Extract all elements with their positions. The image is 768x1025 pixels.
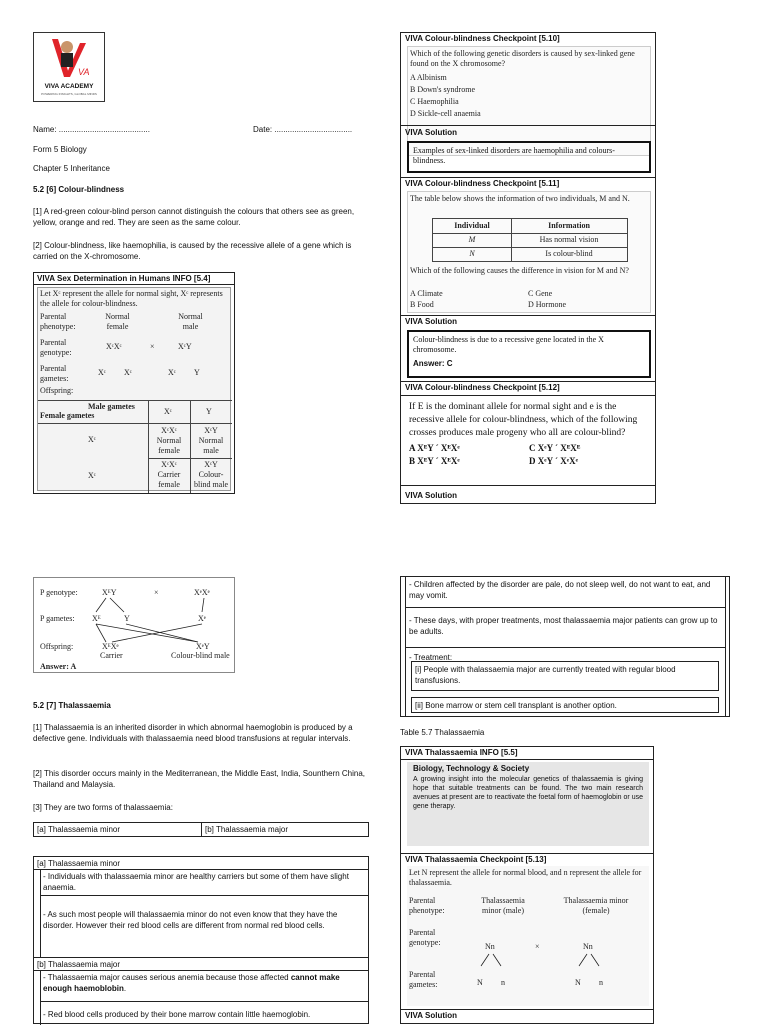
gamete: Xᶜ bbox=[98, 368, 106, 377]
gamete: Xᶜ bbox=[124, 368, 132, 377]
cross-symbol: × bbox=[154, 588, 159, 597]
info-heading: Biology, Technology & Society bbox=[413, 764, 530, 773]
option: A XᴱY ´ XᴱXᵉ bbox=[409, 443, 460, 453]
option: D Hormone bbox=[528, 300, 566, 309]
table-cell: [a] Thalassaemia minor bbox=[37, 825, 120, 834]
offspring: XᵉY bbox=[196, 642, 210, 651]
question-scan bbox=[407, 191, 651, 313]
info-box bbox=[33, 272, 235, 494]
forms-table bbox=[33, 822, 369, 837]
box-title: VIVA Thalassaemia INFO [5.5] bbox=[405, 748, 518, 757]
punnett-cell: XᶜY Normal male bbox=[198, 426, 224, 455]
column-header: Xᶜ bbox=[164, 407, 172, 416]
question-scan bbox=[407, 866, 649, 1006]
label: Parental phenotype: bbox=[409, 896, 445, 915]
paragraph: [3] They are two forms of thalassaemia: bbox=[33, 803, 173, 812]
table-cell: [ii] Bone marrow or stem cell transplant is another option. bbox=[415, 701, 617, 710]
table-cell: [b] Thalassaemia major bbox=[205, 825, 288, 834]
svg-text:VA: VA bbox=[78, 67, 90, 77]
solution-title: VIVA Solution bbox=[405, 1011, 457, 1020]
thalassaemia-table-cont bbox=[400, 576, 730, 717]
table-header: Information bbox=[548, 221, 590, 230]
section-title: 5.2 [7] Thalassaemia bbox=[33, 701, 111, 710]
label: Normal male bbox=[178, 312, 203, 331]
genotype: Nn bbox=[583, 942, 593, 951]
answer: Answer: C bbox=[413, 359, 453, 368]
option: B Down's syndrome bbox=[410, 85, 475, 94]
cross-symbol: × bbox=[150, 342, 155, 351]
solution-text: Colour-blindness is due to a recessive gene located in the X chromosome. bbox=[413, 335, 604, 354]
table-header: Individual bbox=[454, 221, 490, 230]
label: Parental gametes: bbox=[40, 364, 69, 383]
scanned-figure bbox=[37, 287, 231, 491]
solution-box: Examples of sex-linked disorders are haemophilia and colours-blindness. bbox=[407, 141, 651, 173]
cross-diagram bbox=[33, 577, 235, 673]
punnett-square bbox=[38, 400, 232, 493]
paragraph: [2] Colour-blindness, like haemophilia, is caused by the recessive allele of a gene which is carried on the X-chromosome. bbox=[33, 241, 352, 261]
thalassaemia-table bbox=[33, 856, 369, 1024]
label: Parental genotype: bbox=[40, 338, 72, 357]
punnett-cell: XᶜY Colour-blind male bbox=[194, 460, 228, 489]
question: The table below shows the information of two individuals, M and N. bbox=[410, 194, 630, 203]
table-cell: N bbox=[469, 249, 475, 258]
logo-name: VIVA ACADEMY bbox=[44, 83, 94, 90]
paragraph: [1] Thalassaemia is an inherited disorder in which abnormal haemoglobin is produced by a defective gene. Individuals with thalassaemia need blood transfusions at regular intervals. bbox=[33, 723, 353, 743]
gamete: Xᵉ bbox=[198, 614, 206, 623]
table-cell: Has normal vision bbox=[539, 235, 599, 244]
label: Normal female bbox=[105, 312, 130, 331]
label: Thalassaemia minor (male) bbox=[481, 896, 525, 915]
row-header: Xᶜ bbox=[88, 435, 96, 444]
paragraph: [2] This disorder occurs mainly in the Mediterranean, the Middle East, India, Sounthern China, Thailand and Malaysia. bbox=[33, 769, 366, 789]
answer: Answer: A bbox=[40, 662, 77, 671]
table-cell: - Individuals with thalassaemia minor are healthy carriers but some of them have slight anaemia. bbox=[43, 872, 349, 892]
chapter-label: Chapter 5 Inheritance bbox=[33, 164, 110, 173]
question-scan bbox=[407, 399, 651, 479]
solution-title: VIVA Solution bbox=[405, 317, 457, 326]
table-cell: [i] People with thalassaemia major are currently treated with regular blood transfusions. bbox=[415, 665, 676, 685]
label: Parental gametes: bbox=[409, 970, 438, 989]
table-cell: M bbox=[468, 235, 476, 244]
table-cell: - As such most people will thalassaemia minor do not even know that they have the disorder. However their red blood cells are different from normal red blood cells. bbox=[43, 910, 338, 930]
gamete: n bbox=[501, 978, 505, 987]
solution-box bbox=[407, 330, 651, 378]
table-heading: [b] Thalassaemia major bbox=[37, 960, 120, 969]
box-title: VIVA Colour-blindness Checkpoint [5.12] bbox=[405, 383, 560, 392]
info-table bbox=[432, 218, 628, 262]
treatment-cell bbox=[411, 661, 719, 691]
label: Offspring: bbox=[40, 386, 74, 395]
question: Which of the following causes the difference in vision for M and N? bbox=[410, 266, 629, 275]
genotype: XᶜXᶜ bbox=[106, 342, 122, 351]
logo-graphic bbox=[34, 33, 104, 83]
date-label: Date: ................................... bbox=[253, 125, 353, 134]
label: Thalassaemia minor (female) bbox=[563, 896, 629, 915]
box-title: VIVA Colour-blindness Checkpoint [5.11] bbox=[405, 179, 560, 188]
row-header: Xᶜ bbox=[88, 471, 96, 480]
figure-intro: Let Xᶜ represent the allele for normal sight, Xᶜ represents the allele for colour-blindness. bbox=[40, 289, 223, 308]
emphasis: cannot make enough haemoblobin bbox=[43, 973, 340, 993]
table-caption: Table 5.7 Thalassaemia bbox=[400, 728, 485, 737]
table-cell: - Treatment: bbox=[409, 653, 453, 662]
option: C Gene bbox=[528, 289, 553, 298]
genotype: XᶜY bbox=[178, 342, 192, 351]
checkpoint-column bbox=[400, 32, 656, 504]
label: P gametes: bbox=[40, 614, 75, 623]
table-cell: - Children affected by the disorder are pale, do not sleep well, do not want to eat, and may vomit. bbox=[409, 580, 711, 600]
question: Let N represent the allele for normal blood, and n represent the allele for thalassaemia. bbox=[409, 868, 642, 887]
option: B Food bbox=[410, 300, 434, 309]
box-title: VIVA Thalassaemia Checkpoint [5.13] bbox=[405, 855, 547, 864]
gamete: Y bbox=[194, 368, 200, 377]
name-label: Name: ......................................... bbox=[33, 125, 150, 134]
option: A Albinism bbox=[410, 73, 447, 82]
gamete: Xᶜ bbox=[168, 368, 176, 377]
table-cell bbox=[43, 972, 363, 994]
treatment-cell bbox=[411, 697, 719, 713]
question: Which of the following genetic disorders is caused by sex-linked gene found on the X chromosome? bbox=[410, 49, 635, 68]
box-title: VIVA Sex Determination in Humans INFO [5.4] bbox=[34, 273, 234, 285]
box-title: VIVA Colour-blindness Checkpoint [5.10] bbox=[405, 34, 560, 43]
logo-tagline: POWERING INSIGHTS, GLOBAL MINDS bbox=[41, 92, 97, 96]
label: Parental genotype: bbox=[409, 928, 441, 947]
section-title: 5.2 [6] Colour-blindness bbox=[33, 185, 125, 194]
option: B XᴱY ´ XᴱXᵉ bbox=[409, 456, 460, 466]
label: Parental phenotype: bbox=[40, 312, 76, 331]
offspring-label: Colour-blind male bbox=[171, 651, 230, 660]
scanned-figure bbox=[407, 762, 649, 846]
text: - Thalassaemia major causes serious anemia because those affected bbox=[43, 973, 291, 982]
option: C Haemophilia bbox=[410, 97, 459, 106]
option: D Sickle-cell anaemia bbox=[410, 109, 481, 118]
text: . bbox=[123, 984, 127, 993]
form-label: Form 5 Biology bbox=[33, 145, 87, 154]
offspring-label: Carrier bbox=[100, 651, 123, 660]
table-cell: - Red blood cells produced by their bone marrow contain little haemoglobin. bbox=[43, 1010, 311, 1019]
cross-symbol: × bbox=[535, 942, 540, 951]
genotype: Nn bbox=[485, 942, 495, 951]
genotype: XᴱY bbox=[102, 588, 117, 597]
label: Offspring: bbox=[40, 642, 74, 651]
genotype: XᵉXᵉ bbox=[194, 588, 210, 597]
label: P genotype: bbox=[40, 588, 78, 597]
column-header: Y bbox=[206, 407, 212, 416]
option: D XᵉY ´ XᵉXᵉ bbox=[529, 456, 578, 466]
logo bbox=[33, 32, 105, 102]
punnett-cell: XᶜXᶜ Carrier female bbox=[157, 460, 181, 489]
table-cell: - These days, with proper treatments, most thalassaemia major patients can grow up to be adults. bbox=[409, 616, 718, 636]
offspring: XᴱXᵉ bbox=[102, 642, 119, 651]
info-body: A growing insight into the molecular genetics of thalassaemia is giving hope that suitable treatments can be found. The two main research avenues at present are to reactivate the foetal form of haemoglobin or use gene therapy. bbox=[413, 776, 643, 810]
gamete: N bbox=[477, 978, 483, 987]
gamete: Y bbox=[124, 614, 130, 623]
option: A Climate bbox=[410, 289, 443, 298]
male-gametes-label: Male gametes bbox=[88, 402, 135, 411]
question: If E is the dominant allele for normal sight and e is the recessive allele for colour-blindness, which of the following crosses produces male progeny who all are colour-blind? bbox=[409, 402, 638, 438]
table-heading: [a] Thalassaemia minor bbox=[37, 859, 120, 868]
gamete: n bbox=[599, 978, 603, 987]
gamete: Xᴱ bbox=[92, 614, 101, 623]
table-cell: Is colour-blind bbox=[545, 249, 593, 258]
punnett-cell: XᶜXᶜ Normal female bbox=[156, 426, 182, 455]
paragraph: [1] A red-green colour-blind person cannot distinguish the colours that others see as green, yellow, orange and red. They are seen as the same colour. bbox=[33, 207, 355, 227]
question-scan bbox=[407, 46, 651, 156]
solution-title: VIVA Solution bbox=[405, 491, 457, 500]
info-box bbox=[400, 746, 654, 1024]
gamete: N bbox=[575, 978, 581, 987]
option: C XᵉY ´ XᴱXᴱ bbox=[529, 443, 581, 453]
female-gametes-label: Female gametes bbox=[40, 411, 95, 420]
solution-title: VIVA Solution bbox=[405, 128, 457, 137]
